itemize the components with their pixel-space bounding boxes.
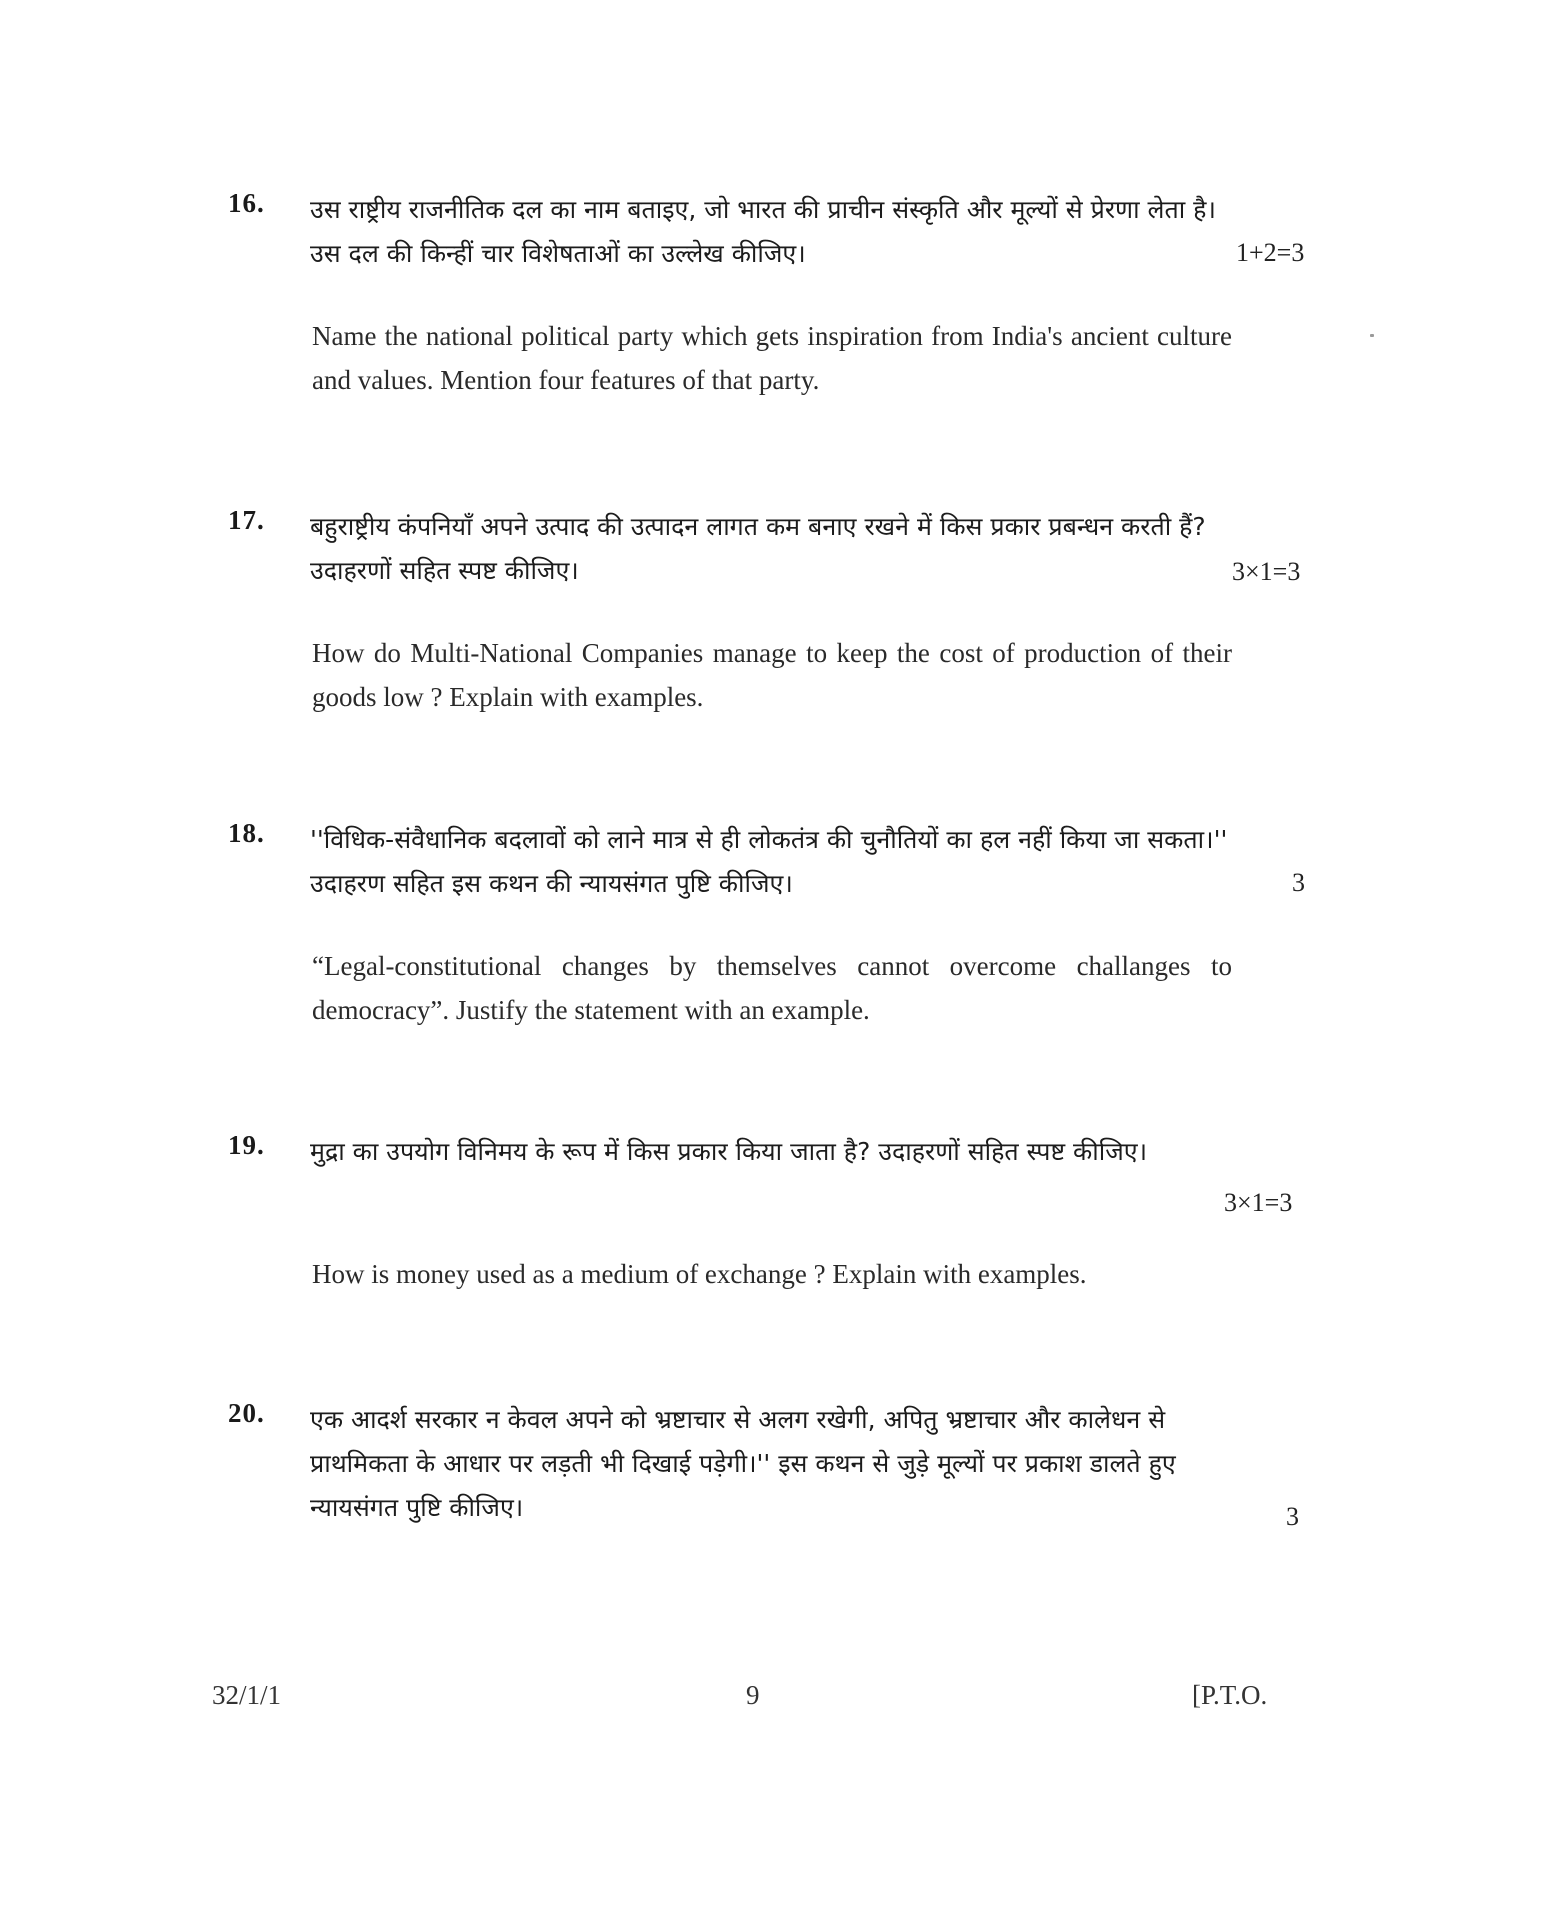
page-number: 9 <box>746 1680 760 1710</box>
question-number: 19. <box>228 1130 265 1160</box>
question-text-english: How do Multi-National Companies manage to keep the cost of production of their goods low ? Explain with examples. <box>312 638 1232 712</box>
scan-artifact <box>1370 334 1374 337</box>
question-marks: 3 <box>1292 868 1305 897</box>
question-16 <box>228 188 1338 418</box>
question-number: 16. <box>228 188 265 218</box>
question-20 <box>228 1398 1338 1558</box>
question-text-hindi: उस राष्ट्रीय राजनीतिक दल का नाम बताइए, जो भारत की प्राचीन संस्कृति और मूल्यों से प्रेरणा लेता है। उस दल की किन्हीं चार विशेषताओं का उल्लेख कीजिए। <box>310 195 1216 268</box>
please-turn-over-label: [P.T.O. <box>1192 1680 1268 1710</box>
question-18 <box>228 818 1338 1048</box>
question-marks: 3 <box>1286 1502 1299 1531</box>
question-text-hindi: मुद्रा का उपयोग विनिमय के रूप में किस प्रकार किया जाता है? उदाहरणों सहित स्पष्ट कीजिए। <box>310 1137 1148 1166</box>
question-marks: 3×1=3 <box>1232 557 1301 586</box>
question-marks: 3×1=3 <box>1224 1188 1293 1217</box>
paper-code: 32/1/1 <box>212 1680 282 1710</box>
question-17 <box>228 505 1338 735</box>
question-text-hindi: एक आदर्श सरकार न केवल अपने को भ्रष्टाचार से अलग रखेगी, अपितु भ्रष्टाचार और कालेधन से प्राथमिकता के आधार पर लड़ती भी दिखाई पड़ेगी।'' इस कथन से जुड़े मूल्यों पर प्रकाश डालते हुए न्यायसंगत पुष्टि कीजिए। <box>310 1405 1176 1522</box>
question-text-english: Name the national political party which gets inspiration from India's ancient culture and values. Mention four features of that party. <box>312 321 1232 395</box>
question-19 <box>228 1130 1338 1330</box>
question-marks: 1+2=3 <box>1236 238 1305 267</box>
question-text-hindi: ''विधिक-संवैधानिक बदलावों को लाने मात्र से ही लोकतंत्र की चुनौतियों का हल नहीं किया जा सकता।'' उदाहरण सहित इस कथन की न्यायसंगत पुष्टि कीजिए। <box>310 825 1228 898</box>
question-number: 20. <box>228 1398 265 1428</box>
question-number: 18. <box>228 818 265 848</box>
question-text-english: “Legal-constitutional changes by themselves cannot overcome challanges to democracy”. Justify the statement with an example. <box>312 951 1232 1025</box>
question-number: 17. <box>228 505 265 535</box>
question-text-hindi: बहुराष्ट्रीय कंपनियाँ अपने उत्पाद की उत्पादन लागत कम बनाए रखने में किस प्रकार प्रबन्धन करती हैं? उदाहरणों सहित स्पष्ट कीजिए। <box>310 512 1206 585</box>
question-text-english: How is money used as a medium of exchange ? Explain with examples. <box>312 1259 1087 1289</box>
